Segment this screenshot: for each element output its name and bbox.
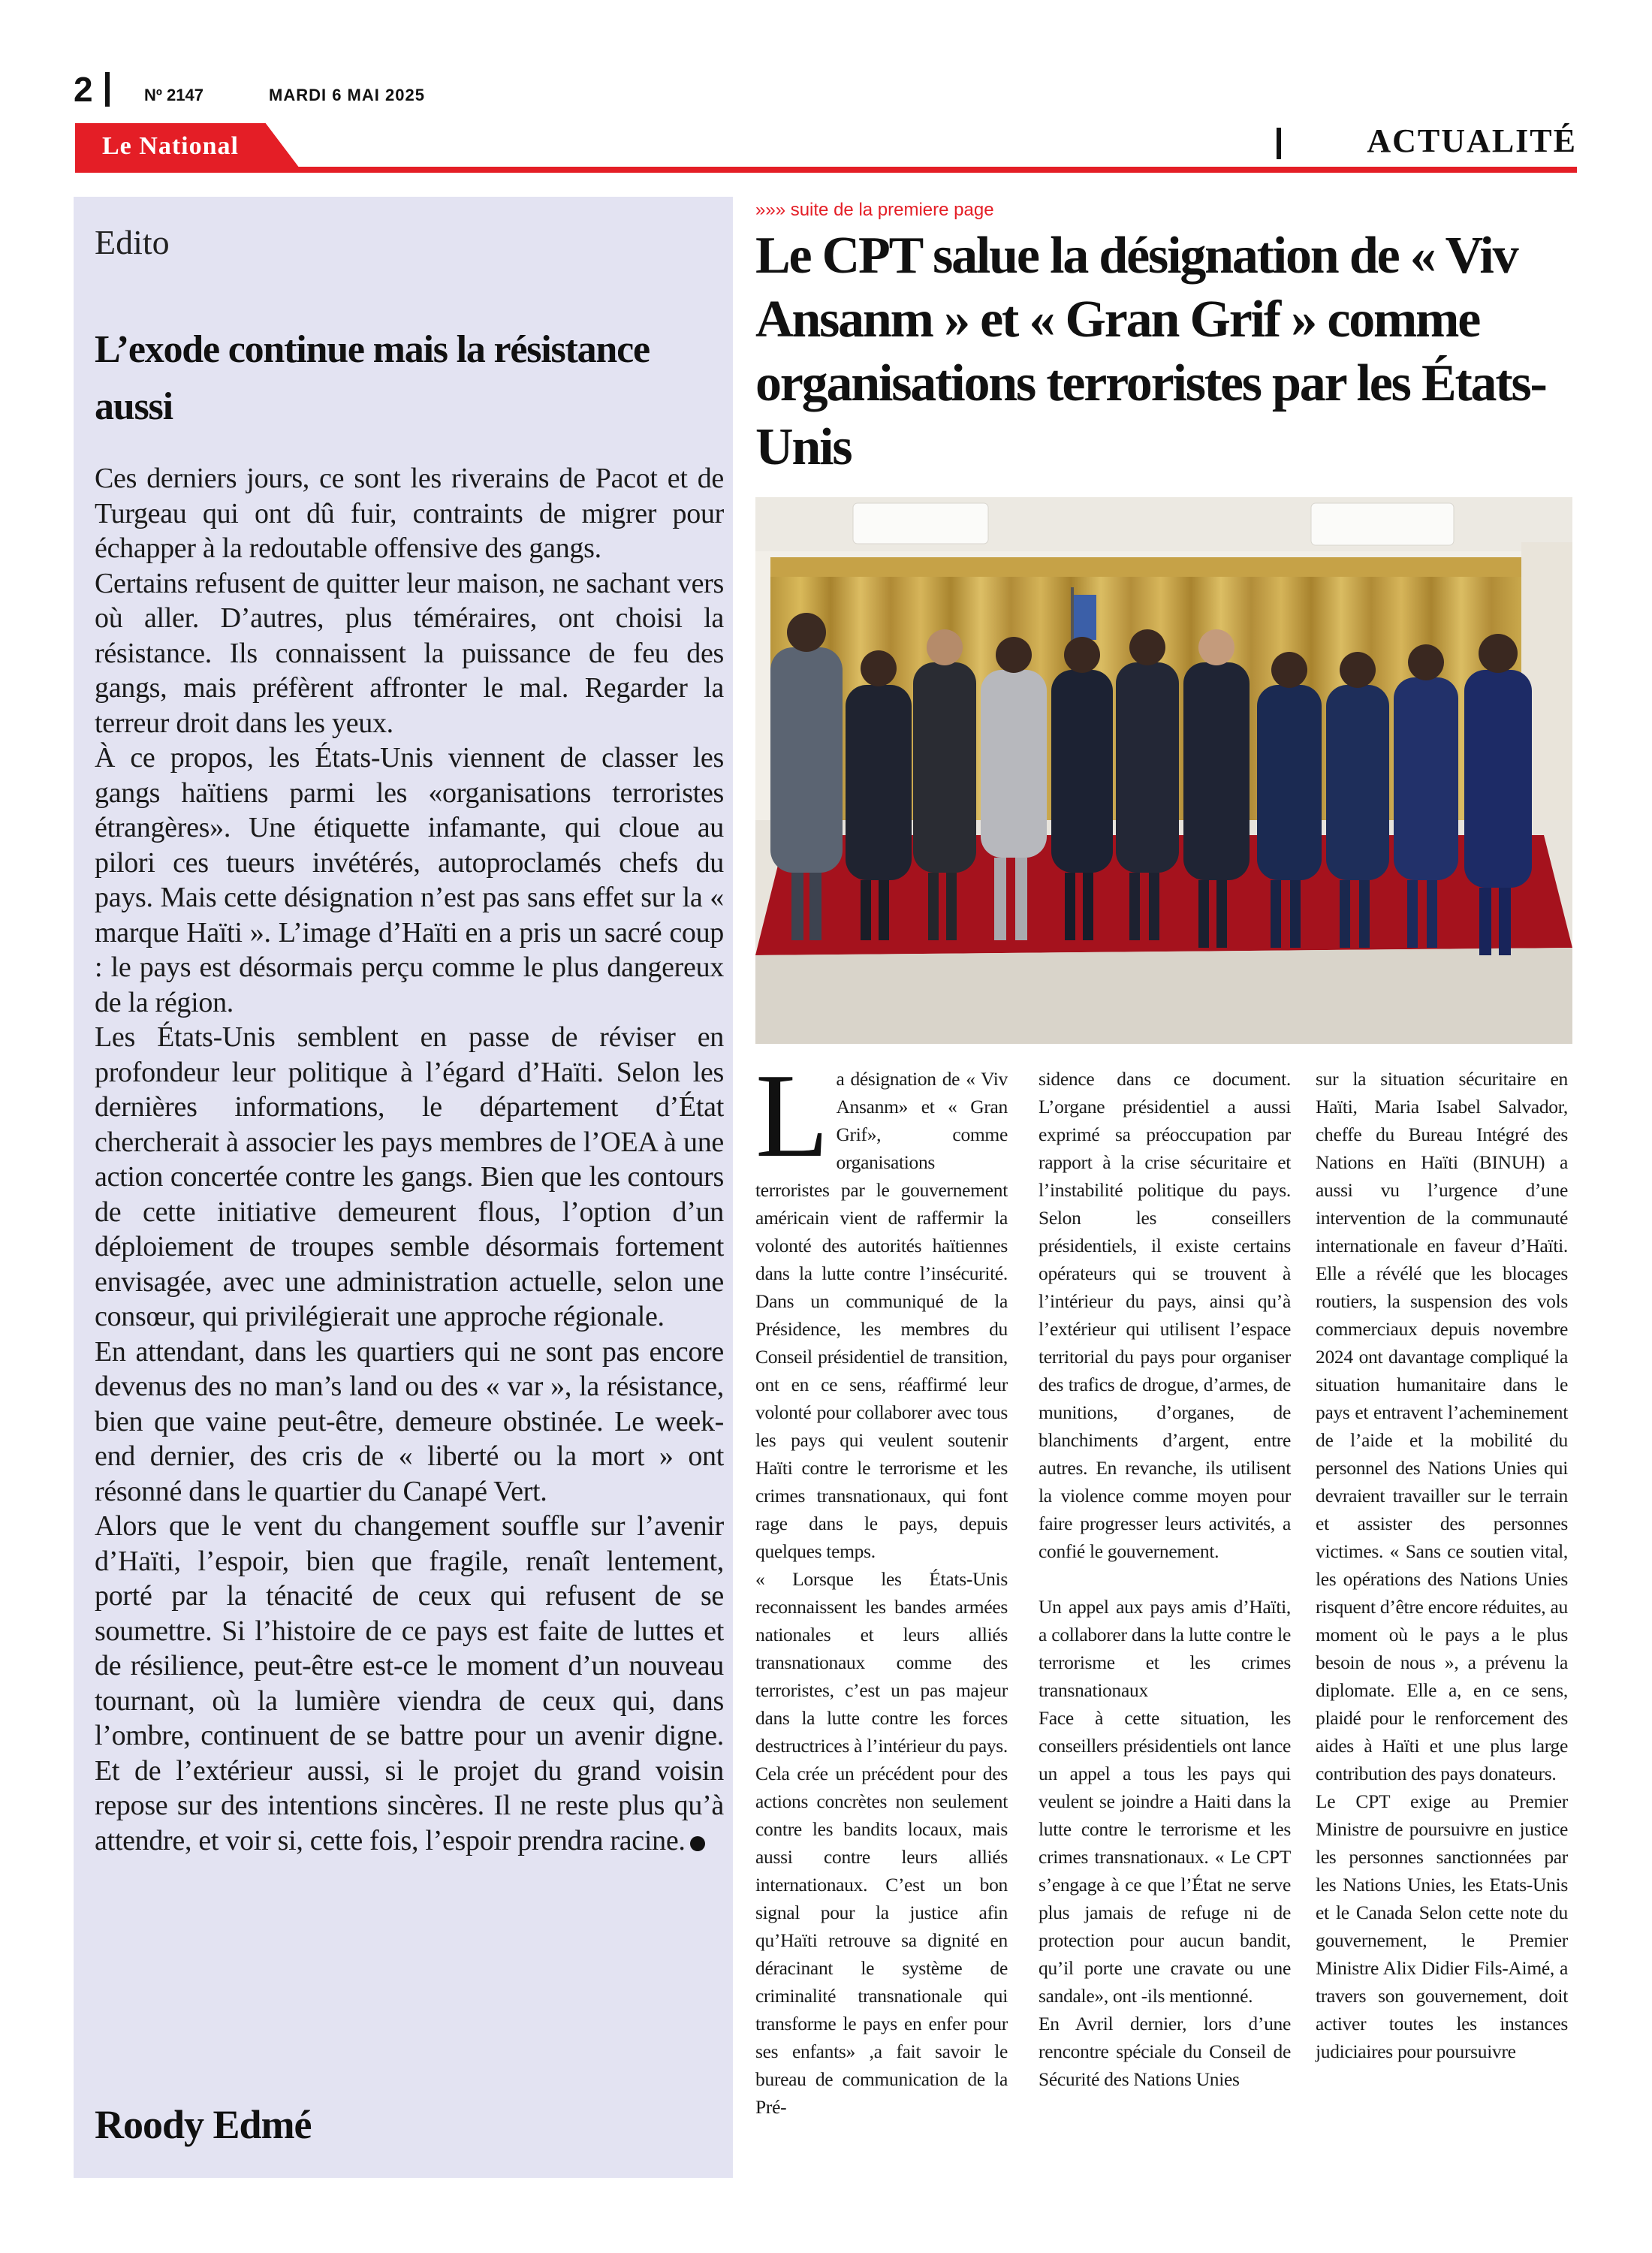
article-paragraph: sur la situation sécuritaire en Haïti, Maria Isabel Salvador, cheffe du Bureau Intégré des Nations en Haïti (BINUH) a aussi vu l’urgence d’une intervention de la communauté internationale en faveur d’Haïti. Elle a révélé que les blocages routiers, la suspension des vols commerciaux depuis novembre 2024 ont davantage compliqué la situation humanitaire dans le pays et entravent l’acheminement de l’aide et la mobilité du personnel des Nations Unies qui devraient travailler sur le terrain et assister des personnes victimes. « Sans ce soutien vital, les opérations des Nations Unies risquent d’être encore réduites, au moment où le pays a le plus besoin de nous », a prévenu la diplomate. Elle a, en ce sens, plaidé pour le renforcement des aides à Haïti et une plus large contribution des pays donateurs. xyxy=(1316,1068,1568,1784)
dropcap: L xyxy=(755,1048,829,1182)
group-photo-icon xyxy=(755,497,1572,1044)
article-paragraph xyxy=(755,1048,1008,1565)
article-column-1 xyxy=(755,1048,1008,2121)
edito-paragraph: Les États-Unis semblent en passe de réviser en profondeur leur politique à l’égard d’Haïti. Selon les dernières informations, le département d’État chercherait à associer les pays membres de l’OEA à une action concertée contre les gangs. Bien que les contours de cette initiative demeurent flous, l’option d’un déploiement de troupes semble désormais fortement envisagée, avec une administration actuelle, selon une consœur, qui privilégierait une approche régionale. xyxy=(95,1021,724,1332)
article-column-3 xyxy=(1316,1065,1568,2065)
edito-title: L’exode continue mais la résistance aussi xyxy=(95,328,650,428)
edito-paragraph-last xyxy=(95,1509,724,1858)
paragraph-spacer xyxy=(1039,1565,1291,1593)
article-paragraph: Le CPT exige au Premier Ministre de poursuivre en justice les personnes sanctionnées par les Nations Unies, les Etats-Unis et le Canada Selon cette note du gouvernement, le Premier Ministre Alix Didier Fils-Aimé, a travers son gouvernement, doit activer toutes les instances judiciaires pour poursuivre xyxy=(1316,1790,1568,2062)
article-paragraph-text: a désignation de « Viv Ansanm» et « Gran Grif», comme organisations terroristes par le gouvernement américain vient de raffermir la volonté des autorités haïtiennes dans la lutte contre l’insécurité. Dans un communiqué de la Présidence, les membres du Conseil présidentiel de transition, ont en ce sens, réaffirmé leur volonté pour collaborer avec tous les pays qui veulent soutenir Haïti contre le terrorisme et les crimes transnationaux, qui font rage dans le pays, depuis quelques temps. xyxy=(755,1068,1008,1562)
edito-body xyxy=(95,461,724,1858)
article-paragraph: En Avril dernier, lors d’une rencontre spéciale du Conseil de Sécurité des Nations Unies xyxy=(1039,2013,1291,2090)
article-paragraph: « Lorsque les États-Unis reconnaissent les bandes armées nationales et leurs alliés transnationaux comme des terroristes, c’est un pas majeur dans la lutte contre les forces destructrices à l’intérieur du pays. Cela crée un précédent pour des actions concrètes non seulement contre les bandits locaux, mais aussi contre leurs alliés internationaux. C’est un bon signal pour la justice afin qu’Haïti retrouve sa dignité en déracinant le système de criminalité transnationale qui transforme le pays en enfer pour ses enfants» ,a fait savoir le bureau de communication de la Pré- xyxy=(755,1568,1008,2118)
article-paragraph: sidence dans ce document. L’organe présidentiel a aussi exprimé sa préoccupation par rapport à la crise sécuritaire et l’instabilité politique du pays. Selon les conseillers présidentiels, il existe certains opérateurs qui se trouvent à l’intérieur du pays, ainsi qu’à l’extérieur qui utilisent l’espace territorial du pays pour organiser des trafics de drogue, d’armes, de munitions, d’organes, de blanchiments d’argent, entre autres. En revanche, ils utilisent la violence comme moyen pour faire progresser leurs activités, a confié le gouvernement. xyxy=(1039,1068,1291,1562)
article-paragraph: Face à cette situation, les conseillers présidentiels ont lance un appel a tous les pays qui veulent se joindre a Haiti dans la lutte contre le terrorisme et les crimes transnationaux. « Le CPT s’engage à ce que l’État ne serve plus jamais de refuge ni de protection pour aucun bandit, qu’il porte une cravate ou une sandale», ont -ils mentionné. xyxy=(1039,1707,1291,2007)
edito-paragraph: Ces derniers jours, ce sont les riverains de Pacot et de Turgeau qui ont dû fuir, contraints de migrer pour échapper à la redoutable offensive des gangs. xyxy=(95,463,724,564)
end-mark-icon xyxy=(690,1836,705,1851)
brand-logo: Le National xyxy=(102,132,239,160)
edito-kicker: Edito xyxy=(95,223,170,261)
section-divider xyxy=(1277,128,1281,159)
article-body xyxy=(755,1048,1574,2176)
issue-date: MARDI 6 MAI 2025 xyxy=(269,86,425,104)
edito-paragraph: À ce propos, les États-Unis viennent de classer les gangs haïtiens parmi les «organisations terroristes étrangères». Une étiquette infamante, qui cloue au pilori ces tueurs invétérés, autoproclamés chefs du pays. Mais cette désignation n’est pas sans effet sur la « marque Haïti ». L’image d’Haïti en a pris un sacré coup : le pays est désormais perçu comme le plus dangereux de la région. xyxy=(95,742,724,1018)
edito-paragraph-text: Alors que le vent du changement souffle sur l’avenir d’Haïti, l’espoir, bien que fragile, renaît lentement, porté par la ténacité de ceux qui refusent de se soumettre. Si l’histoire de ce pays est faite de luttes et de résilience, peut-être est-ce le moment d’un nouveau tournant, où la lumière viendra de ceux qui, dans l’ombre, continuent de se battre pour un avenir digne. Et de l’extérieur aussi, si le projet du grand voisin repose sur des intentions sincères. Il ne reste plus qu’à attendre, et voir si, cette fois, l’espoir prendra racine. xyxy=(95,1510,724,1856)
header-rule xyxy=(75,167,1577,173)
article-headline: Le CPT salue la désignation de « Viv Ansanm » et « Gran Grif » comme organisations terroristes par les États-Unis xyxy=(755,227,1546,476)
edito-paragraph: En attendant, dans les quartiers qui ne sont pas encore devenus des no man’s land ou des « var », la résistance, bien que vaine peut-être, demeure obstinée. Le week-end dernier, des cris de « liberté ou la mort » ont résonné dans le quartier du Canapé Vert. xyxy=(95,1335,724,1507)
edito-author: Roody Edmé xyxy=(95,2102,312,2147)
section-label: ACTUALITÉ xyxy=(1367,122,1577,159)
page-number: 2 xyxy=(74,70,93,109)
continuation-note: »»» suite de la premiere page xyxy=(755,200,994,220)
article-column-2 xyxy=(1039,1065,1291,2093)
page-number-divider xyxy=(105,72,110,107)
edito-paragraph: Certains refusent de quitter leur maison, ne sachant vers où aller. D’autres, plus téméraires, ont choisi la résistance. Ils connaissent la puissance de feu des gangs, mais préfèrent affronter le mal. Regarder la terreur droit dans les yeux. xyxy=(95,567,724,739)
article-subheading: Un appel aux pays amis d’Haïti, a collaborer dans la lutte contre le terrorisme et les crimes transnationaux xyxy=(1039,1596,1291,1701)
issue-number: Nº 2147 xyxy=(144,86,203,104)
